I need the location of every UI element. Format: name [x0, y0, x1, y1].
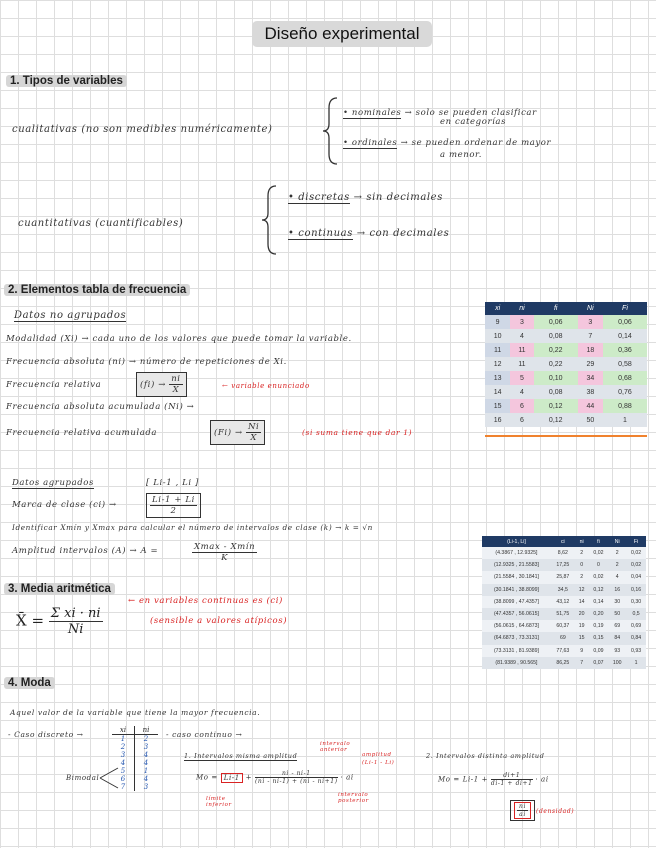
table-cell: 0,12	[534, 413, 578, 427]
table-row	[485, 315, 647, 329]
datos-no-agrupados	[14, 310, 126, 321]
table-cell: 51,75	[551, 608, 575, 620]
mini-cell: 3	[112, 751, 135, 759]
table-row	[482, 657, 646, 669]
table-cell: 2	[575, 547, 589, 559]
table-cell: 50	[608, 608, 626, 620]
table-cell: 0,06	[534, 315, 578, 329]
table-cell: 43,12	[551, 596, 575, 608]
Fi-fraction	[246, 422, 261, 443]
table-header: Fi	[603, 302, 647, 315]
table-header: Ni	[578, 302, 603, 315]
table-cell: 0,08	[534, 385, 578, 399]
table-cell: 4	[510, 329, 534, 343]
table-cell: 0,02	[626, 547, 646, 559]
list-item	[112, 735, 158, 743]
table-row	[482, 559, 646, 571]
table-cell: 25,87	[551, 571, 575, 583]
mo-fraction-1	[255, 770, 338, 785]
media-note-1: ← en variables continuas es (ci)	[128, 596, 283, 606]
table-row	[482, 645, 646, 657]
identificar-text: Identificar Xmín y Xmax para calcular el número de intervalos de clase (k) → k = √n	[12, 523, 373, 532]
media-fraction	[49, 606, 103, 637]
table-cell: 0,68	[603, 371, 647, 385]
page-title: Diseño experimental	[252, 21, 432, 47]
mo2-symbol: Mo = Li-1 +	[438, 775, 489, 784]
table-cell: 0,07	[589, 657, 609, 669]
table-cell: 0,02	[589, 547, 609, 559]
table-cell: 0	[575, 559, 589, 571]
mini-cell: 2	[143, 735, 149, 743]
section-1-heading	[6, 75, 127, 87]
frecuencia-relativa-label: Frecuencia relativa	[6, 380, 102, 390]
datos-no-agrupados-text: Datos no agrupados	[14, 310, 127, 321]
table-cell: (21.5584 , 30.1841]	[482, 571, 551, 583]
table-cell: 0,22	[534, 343, 578, 357]
list-item	[112, 751, 158, 759]
discretas-desc: → sin decimales	[353, 192, 443, 203]
table-cell: 100	[608, 657, 626, 669]
table-row	[482, 584, 646, 596]
table-header-row	[482, 536, 646, 547]
table-cell: 19	[575, 620, 589, 632]
marca-formula-box	[146, 493, 201, 518]
table-cell: 0,08	[534, 329, 578, 343]
nominales-desc-2: en categorías	[440, 117, 507, 127]
media-numerator: Σ xi · ni	[50, 606, 101, 621]
table-cell: 8,62	[551, 547, 575, 559]
Fi-numerator: Ni	[248, 422, 260, 432]
table-cell: 13	[485, 371, 510, 385]
modalidad-def: Modalidad (Xi) → cada uno de los valores que puede tomar la variable.	[6, 334, 352, 344]
table-cell: 0,36	[603, 343, 647, 357]
section-2-heading	[4, 284, 190, 296]
fi-note: ← variable enunciado	[222, 382, 310, 390]
table-cell: 0,15	[589, 632, 609, 644]
datos-agrupados-label	[12, 478, 94, 488]
table-cell: 12	[485, 357, 510, 371]
table-header-row	[485, 302, 647, 315]
datos-agrupados-text: Datos agrupados	[12, 478, 94, 488]
mini-cell: 4	[143, 759, 149, 767]
mo-symbol: Mo =	[196, 773, 218, 782]
marca-denominator: 2	[170, 506, 177, 516]
table-cell: 77,63	[551, 645, 575, 657]
mini-cell: 1	[112, 735, 135, 743]
table-cell: (38.8099 , 47.4357]	[482, 596, 551, 608]
marca-de-clase-label: Marca de clase (ci) →	[12, 500, 117, 510]
table-cell: 0,76	[603, 385, 647, 399]
table-cell: 0,58	[603, 357, 647, 371]
table-row	[485, 371, 647, 385]
ordinales-desc: → se pueden ordenar de mayor	[400, 138, 552, 148]
label-limite-inferior: límite inferior	[206, 796, 232, 808]
table-cell: 34,5	[551, 584, 575, 596]
table-cell: 15	[575, 632, 589, 644]
li1-box: Li-1	[221, 773, 243, 783]
table-cell: (56.0615 , 64.6873]	[482, 620, 551, 632]
table-cell: 14	[485, 385, 510, 399]
table-cell: 4	[510, 385, 534, 399]
table-cell: 2	[575, 571, 589, 583]
label-densidad: (densidad)	[536, 808, 575, 815]
table-cell: 17,25	[551, 559, 575, 571]
table-cell: 3	[578, 315, 603, 329]
fi-denominator: X	[172, 385, 180, 395]
mini-cell: 1	[143, 767, 149, 775]
mo-numerator-1: ni - ni-1	[255, 770, 338, 778]
label-amplitud: amplitud	[362, 752, 392, 758]
mini-cell: 5	[112, 767, 135, 775]
table-cell: 30	[608, 596, 626, 608]
arrow-icon	[100, 764, 120, 794]
table-row	[482, 596, 646, 608]
discretas-item	[288, 192, 443, 203]
amplitud-numerator: Xmax - Xmín	[194, 542, 256, 552]
table-header: ci	[551, 536, 575, 547]
table-cell: 9	[485, 315, 510, 329]
mini-table-header	[112, 726, 158, 735]
table-cell: (81.9389 , 90.565]	[482, 657, 551, 669]
continuas-desc: → con decimales	[356, 228, 450, 239]
table-row	[485, 357, 647, 371]
mini-header-xi: xi	[112, 726, 135, 734]
table-cell: 0,02	[589, 571, 609, 583]
table-cell: (12.9325 , 21.5583]	[482, 559, 551, 571]
fi-label: (fi) →	[140, 380, 166, 390]
marca-fraction	[150, 495, 197, 516]
mo2-ai: · ai	[535, 775, 549, 784]
table-cell: 3	[510, 315, 534, 329]
table-cell: 0,19	[589, 620, 609, 632]
table-cell: 15	[485, 399, 510, 413]
table-cell: 0,10	[534, 371, 578, 385]
densidad-box	[510, 800, 535, 821]
section-2-heading-text: 2. Elementos tabla de frecuencia	[4, 284, 190, 296]
discretas-label: • discretas	[288, 192, 350, 203]
Fi-denominator: X	[250, 433, 257, 443]
table-cell: (73.3131 , 81.9389]	[482, 645, 551, 657]
caso-continuo-label: - caso continuo →	[166, 730, 243, 739]
densidad-denominator: ai	[519, 811, 526, 818]
table-cell: 0	[589, 559, 609, 571]
mini-cell: 4	[143, 751, 149, 759]
table-cell: 4	[608, 571, 626, 583]
section-4-heading	[4, 677, 55, 689]
table-header: fi	[534, 302, 578, 315]
table-header: Fi	[626, 536, 646, 547]
section-4-heading-text: 4. Moda	[4, 677, 55, 689]
table-cell: 0,14	[603, 329, 647, 343]
table-cell: 5	[510, 371, 534, 385]
mo-ai: · ai	[340, 773, 354, 782]
media-note-2: (sensible a valores atípicos)	[150, 616, 288, 626]
label-intervalo-posterior: intervalo posterior	[338, 792, 369, 804]
table-cell: 44	[578, 399, 603, 413]
intervalo-notation: [ Li-1 , Li ]	[146, 478, 199, 488]
mo-denominator-2: di-1 + di+1	[490, 780, 533, 787]
ordinales-item	[343, 138, 551, 148]
frequency-table-discrete	[485, 302, 647, 427]
table-cell: (64.6873 , 73.3131]	[482, 632, 551, 644]
table-cell: 6	[510, 413, 534, 427]
table-underline	[485, 435, 647, 437]
table-cell: 2	[608, 547, 626, 559]
nominales-desc: → solo se pueden clasificar	[404, 108, 537, 118]
table-cell: 1	[626, 657, 646, 669]
frecuencia-absoluta-def: Frecuencia absoluta (ni) → número de repeticiones de Xi.	[6, 357, 287, 367]
media-formula	[16, 606, 103, 637]
fi-fraction	[169, 374, 182, 395]
mini-cell: 3	[143, 743, 149, 751]
table-cell: 60,37	[551, 620, 575, 632]
list-item	[112, 743, 158, 751]
table-row	[482, 571, 646, 583]
table-row	[485, 343, 647, 357]
table-cell: 18	[578, 343, 603, 357]
table-cell: 14	[575, 596, 589, 608]
table-cell: 11	[485, 343, 510, 357]
table-row	[485, 329, 647, 343]
fi-formula-box	[136, 372, 187, 397]
moda-definition: Aquel valor de la variable que tiene la mayor frecuencia.	[10, 708, 261, 717]
table-cell: 10	[485, 329, 510, 343]
table-row	[485, 413, 647, 427]
frequency-table-grouped	[482, 536, 646, 669]
amplitud-formula	[192, 542, 257, 563]
table-row	[482, 608, 646, 620]
table-cell: 0,69	[626, 620, 646, 632]
table-row	[482, 547, 646, 559]
table-cell: 0,22	[534, 357, 578, 371]
table-row	[485, 399, 647, 413]
Fi-note: (si suma tiene que dar 1)	[302, 428, 413, 437]
table-cell: 11	[510, 343, 534, 357]
label-amplitud-2: (Li-1 - Li)	[362, 760, 395, 766]
mini-cell: 4	[112, 759, 135, 767]
amplitud-label: Amplitud intervalos (A) → A =	[12, 546, 159, 556]
bimodal-label: Bimodal	[66, 774, 100, 782]
table-cell: 0,93	[626, 645, 646, 657]
ordinales-label: • ordinales	[343, 138, 398, 148]
mini-cell: 2	[112, 743, 135, 751]
table-header: Ni	[608, 536, 626, 547]
table-cell: (47.4357 , 56.0615]	[482, 608, 551, 620]
mini-cell: 7	[112, 783, 135, 791]
table-cell: 16	[485, 413, 510, 427]
label-intervalo-anterior: intervalo anterior	[320, 741, 351, 753]
media-denominator: Ni	[67, 622, 84, 637]
table-cell: 0,16	[626, 584, 646, 596]
table-header: xi	[485, 302, 510, 315]
table-cell: 12	[575, 584, 589, 596]
table-cell: 86,25	[551, 657, 575, 669]
table-cell: 0,02	[626, 559, 646, 571]
nominales-label: • nominales	[343, 108, 402, 118]
section-1-heading-text: 1. Tipos de variables	[6, 75, 127, 87]
amplitud-fraction	[192, 542, 257, 563]
table-header: fi	[589, 536, 609, 547]
frecuencia-absoluta-acumulada: Frecuencia absoluta acumulada (Ni) →	[6, 402, 195, 412]
mo-denominator-1: (ni - ni-1) + (ni - ni+1)	[254, 778, 338, 785]
continuas-item	[288, 228, 449, 239]
brace-icon-2	[262, 184, 280, 256]
Fi-label: (Fi) →	[214, 428, 243, 438]
table-cell: 69	[551, 632, 575, 644]
table-cell: 9	[575, 645, 589, 657]
table-cell: 11	[510, 357, 534, 371]
table-cell: (30.1841 , 38.8099]	[482, 584, 551, 596]
sub-misma-amplitud	[184, 752, 297, 760]
sub-misma-amplitud-text: 1. Intervalos misma amplitud	[184, 752, 298, 760]
marca-numerator: Li-1 + Li	[152, 495, 195, 505]
moda-formula-2	[438, 772, 549, 787]
table-cell: 0,04	[626, 571, 646, 583]
table-header: ni	[510, 302, 534, 315]
table-row	[482, 620, 646, 632]
table-cell: 0,09	[589, 645, 609, 657]
table-cell: 16	[608, 584, 626, 596]
table-cell: 0,12	[589, 584, 609, 596]
table-cell: 93	[608, 645, 626, 657]
frecuencia-relativa-acumulada: Frecuencia relativa acumulada	[6, 428, 158, 438]
table-cell: 0,14	[589, 596, 609, 608]
table-cell: 0,20	[589, 608, 609, 620]
table-cell: 7	[578, 329, 603, 343]
table-cell: 20	[575, 608, 589, 620]
table-row	[485, 385, 647, 399]
table-row	[482, 632, 646, 644]
table-cell: 34	[578, 371, 603, 385]
table-header: ni	[575, 536, 589, 547]
table-cell: 6	[510, 399, 534, 413]
cuantitativas-label: cuantitativas (cuantificables)	[18, 218, 184, 229]
mo-numerator-2: di+1	[491, 772, 533, 780]
Fi-formula-box	[210, 420, 265, 445]
cualitativas-label: cualitativas (no son medibles numéricamente)	[12, 124, 273, 135]
table-cell: 84	[608, 632, 626, 644]
section-3-heading	[4, 583, 115, 595]
xbar-symbol: X̄ =	[16, 611, 45, 630]
table-cell: 0,30	[626, 596, 646, 608]
moda-formula-1: Mo = Li-1 + $\frac{ni - ni-1}{(ni - ni-1) + (ni - ni+1)}$ · ai	[196, 770, 354, 785]
ordinales-desc-2: a menor.	[440, 150, 483, 160]
mini-header-ni: ni	[142, 726, 150, 734]
table-cell: 0,12	[534, 399, 578, 413]
table-cell: 38	[578, 385, 603, 399]
table-cell: 50	[578, 413, 603, 427]
sub-distinta-amplitud: 2. Intervalos distinta amplitud	[426, 752, 545, 760]
table-cell: 1	[603, 413, 647, 427]
table-cell: 0,84	[626, 632, 646, 644]
section-3-heading-text: 3. Media aritmética	[4, 583, 115, 595]
mini-cell: 3	[143, 783, 149, 791]
table-header: (Li-1, Li]	[482, 536, 551, 547]
fi-numerator: ni	[171, 374, 181, 384]
continuas-label: • continuas	[288, 228, 353, 239]
table-cell: 0,06	[603, 315, 647, 329]
mini-cell: 6	[112, 775, 135, 783]
mini-cell: 4	[143, 775, 149, 783]
densidad-fraction	[514, 802, 531, 819]
mo-fraction-2	[491, 772, 533, 787]
caso-discreto-label: - Caso discreto →	[8, 730, 84, 739]
table-cell: 0,88	[603, 399, 647, 413]
amplitud-denominator: K	[221, 553, 229, 563]
table-cell: 69	[608, 620, 626, 632]
table-cell: 2	[608, 559, 626, 571]
table-cell: 0,5	[626, 608, 646, 620]
table-cell: 29	[578, 357, 603, 371]
brace-icon	[323, 96, 341, 166]
table-cell: (4.3867 , 12.9325]	[482, 547, 551, 559]
table-cell: 7	[575, 657, 589, 669]
densidad-numerator: ni	[519, 803, 526, 810]
